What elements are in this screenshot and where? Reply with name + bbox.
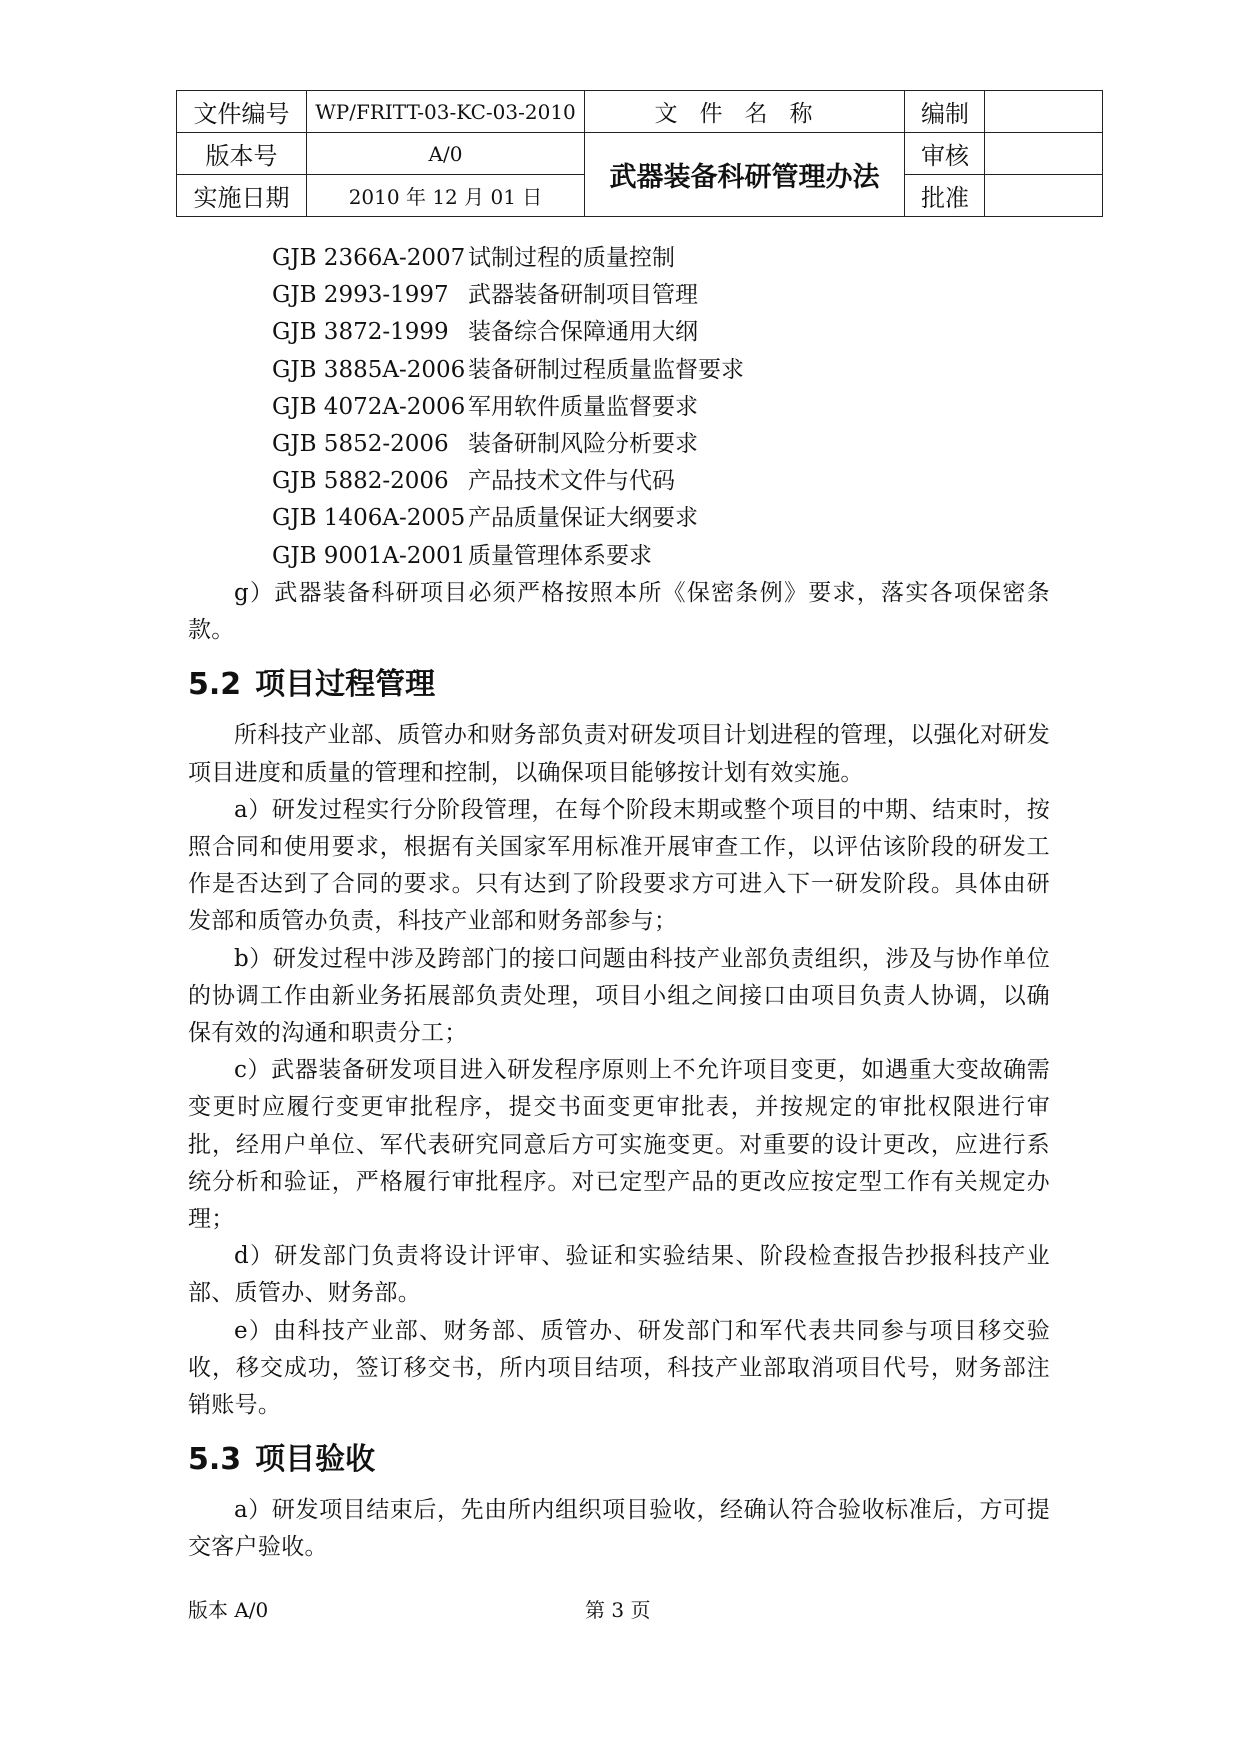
approve-label: 批准: [905, 175, 985, 217]
section-5-2-item-b: b）研发过程中涉及跨部门的接口问题由科技产业部负责组织，涉及与协作单位的协调工作由新业务拓展部负责处理，项目小组之间接口由项目负责人协调，以确保有效的沟通和职责分工；: [188, 945, 1050, 1047]
standard-code: GJB 1406A-2005: [272, 505, 466, 532]
review-label: 审核: [905, 133, 985, 175]
document-body: [188, 575, 1050, 1567]
approve-value: [985, 175, 1103, 217]
standard-code: GJB 5882-2006: [272, 468, 449, 495]
standard-item: [272, 314, 744, 351]
date-label: 实施日期: [177, 175, 307, 217]
doc-title: 武器装备科研管理办法: [585, 133, 905, 217]
doc-name-label: 文件名称: [585, 91, 905, 133]
standard-item: [272, 277, 744, 314]
section-title: 项目验收: [255, 1442, 376, 1478]
date-value: 2010 年 12 月 01 日: [307, 175, 585, 217]
standards-list: [272, 240, 744, 575]
standard-code: GJB 3885A-2006: [272, 356, 466, 383]
standard-title: 装备综合保障通用大纲: [468, 319, 698, 346]
standard-title: 试制过程的质量控制: [468, 245, 675, 271]
standard-item: [272, 463, 744, 500]
section-5-3-item-a: a）研发项目结束后，先由所内组织项目验收，经确认符合验收标准后，方可提交客户验收。: [188, 1497, 1050, 1561]
standard-item: [272, 389, 744, 426]
section-5-2-item-d: d）研发部门负责将设计评审、验证和实验结果、阶段检查报告抄报科技产业部、质管办、财务部。: [188, 1243, 1050, 1307]
standard-title: 武器装备研制项目管理: [468, 282, 698, 309]
document-header-table: [176, 90, 1103, 217]
file-no-label: 文件编号: [177, 91, 307, 133]
section-number: 5.3: [188, 1442, 242, 1478]
standard-item: [272, 538, 744, 575]
footer-version: 版本 A/0: [188, 1598, 269, 1622]
section-heading-5-2: [188, 655, 1050, 715]
standard-code: GJB 9001A-2001: [272, 542, 466, 569]
standard-title: 装备研制风险分析要求: [468, 430, 698, 457]
paragraph-g: g）武器装备科研项目必须严格按照本所《保密条例》要求，落实各项保密条款。: [188, 580, 1050, 644]
section-5-2-item-a: a）研发过程实行分阶段管理，在每个阶段末期或整个项目的中期、结束时，按照合同和使用要求，根据有关国家军用标准开展审查工作，以评估该阶段的研发工作是否达到了合同的要求。只有达到了阶段要求方可进入下一研发阶段。具体由研发部和质管办负责，科技产业部和财务部参与；: [188, 796, 1050, 935]
standard-title: 产品技术文件与代码: [468, 468, 675, 495]
standard-code: GJB 4072A-2006: [272, 393, 466, 420]
section-5-2-intro: 所科技产业部、质管办和财务部负责对研发项目计划进程的管理，以强化对研发项目进度和质量的管理和控制，以确保项目能够按计划有效实施。: [188, 722, 1050, 786]
standard-item: [272, 426, 744, 463]
standard-item: [272, 500, 744, 537]
standard-item: [272, 240, 744, 277]
section-title: 项目过程管理: [255, 667, 436, 703]
version-label: 版本号: [177, 133, 307, 175]
standard-code: GJB 2993-1997: [272, 282, 449, 309]
standard-code: GJB 5852-2006: [272, 430, 449, 457]
compile-value: [985, 91, 1103, 133]
section-number: 5.2: [188, 667, 242, 703]
section-heading-5-3: [188, 1430, 1050, 1490]
section-5-2-item-e: e）由科技产业部、财务部、质管办、研发部门和军代表共同参与项目移交验收，移交成功，签订移交书，所内项目结项，科技产业部取消项目代号，财务部注销账号。: [188, 1317, 1050, 1419]
file-no-value: WP/FRITT-03-KC-03-2010: [307, 91, 585, 133]
standard-title: 军用软件质量监督要求: [468, 393, 698, 420]
standard-code: GJB 2366A-2007: [272, 245, 466, 271]
version-value: A/0: [307, 133, 585, 175]
review-value: [985, 133, 1103, 175]
footer-page-number: 第 3 页: [585, 1598, 651, 1622]
standard-code: GJB 3872-1999: [272, 319, 449, 346]
standard-title: 装备研制过程质量监督要求: [468, 356, 744, 383]
compile-label: 编制: [905, 91, 985, 133]
standard-item: [272, 352, 744, 389]
standard-title: 质量管理体系要求: [468, 542, 652, 569]
standard-title: 产品质量保证大纲要求: [468, 505, 698, 532]
section-5-2-item-c: c）武器装备研发项目进入研发程序原则上不允许项目变更，如遇重大变故确需变更时应履行变更审批程序，提交书面变更审批表，并按规定的审批权限进行审批，经用户单位、军代表研究同意后方可实施变更。对重要的设计更改，应进行系统分析和验证，严格履行审批程序。对已定型产品的更改应按定型工作有关规定办理；: [188, 1057, 1050, 1233]
